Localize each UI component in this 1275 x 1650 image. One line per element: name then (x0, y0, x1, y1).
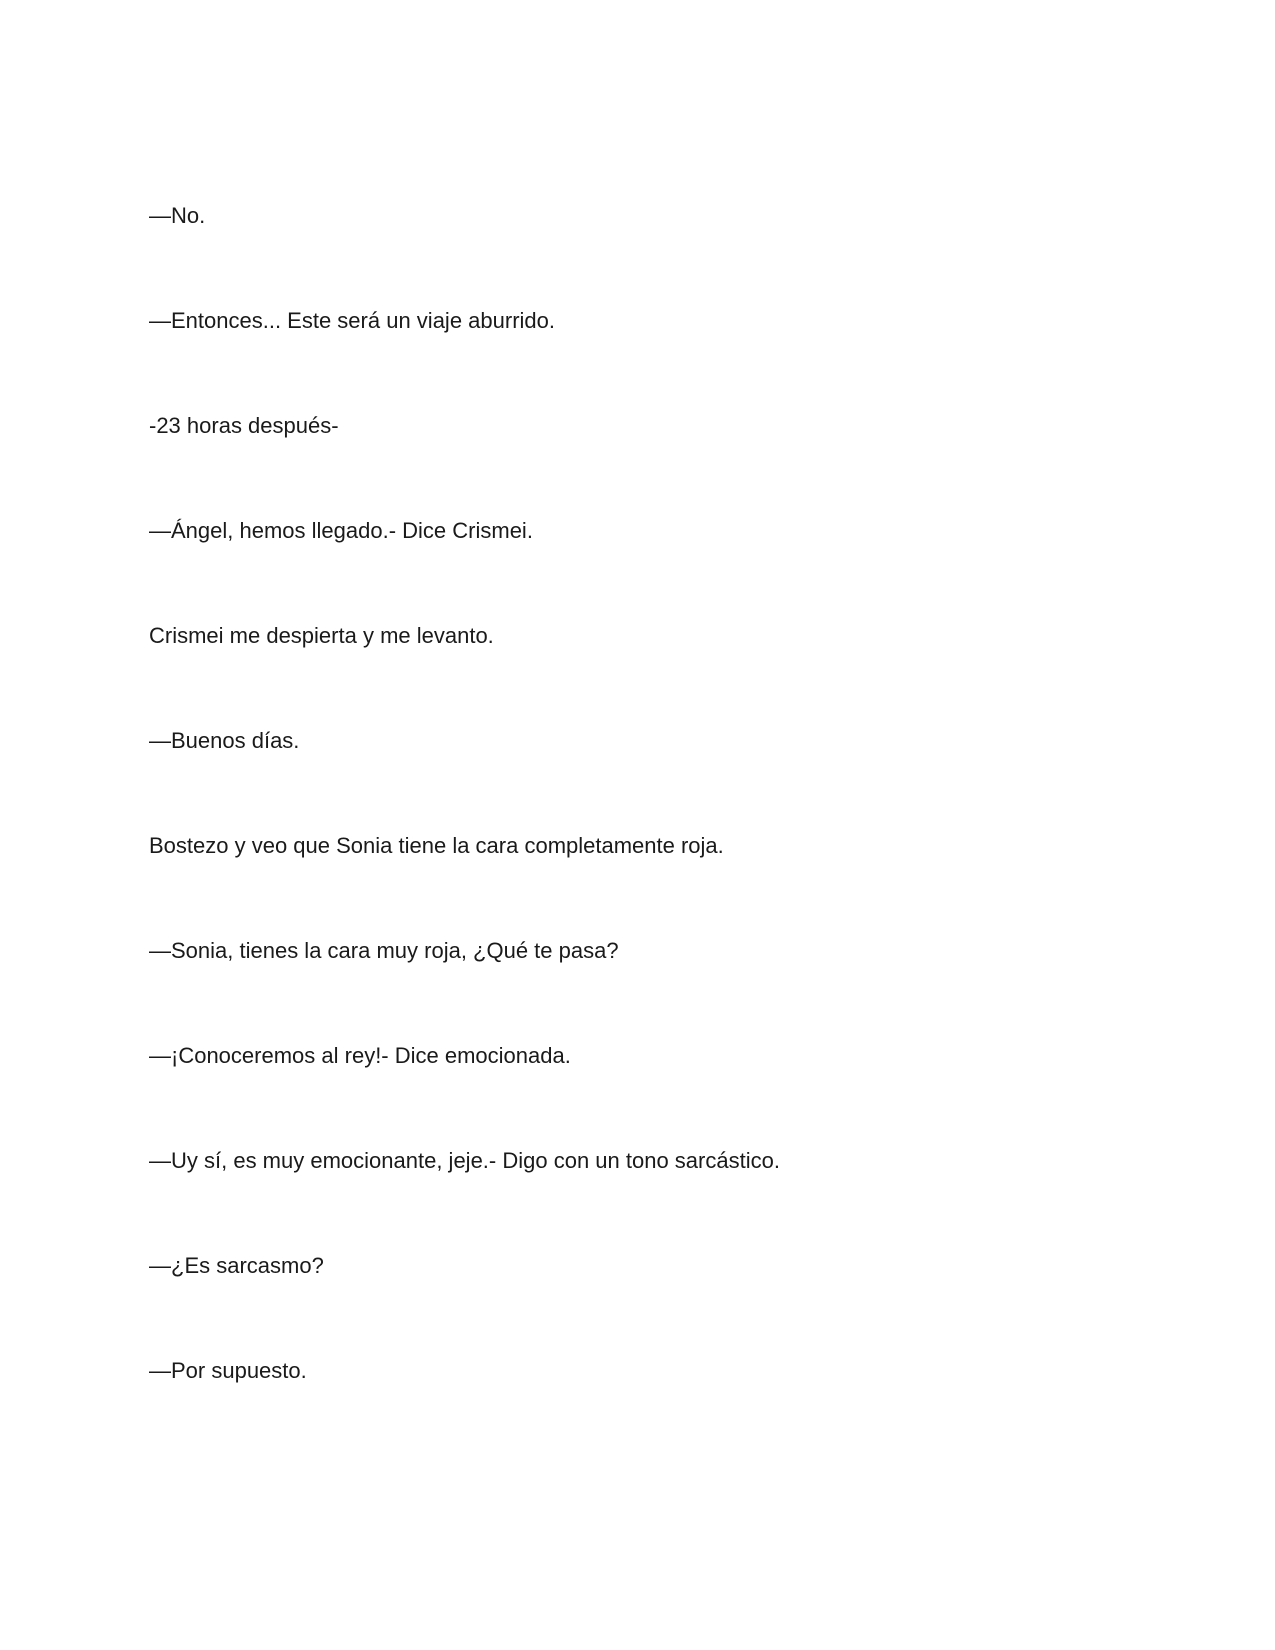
text-line: —Uy sí, es muy emocionante, jeje.- Digo con un tono sarcástico. (149, 1148, 780, 1173)
text-line: —¡Conoceremos al rey!- Dice emocionada. (149, 1043, 571, 1068)
text-line: —¿Es sarcasmo? (149, 1253, 324, 1278)
text-line: —Ángel, hemos llegado.- Dice Crismei. (149, 518, 533, 543)
text-line: —Entonces... Este será un viaje aburrido. (149, 308, 555, 333)
text-line: —Sonia, tienes la cara muy roja, ¿Qué te pasa? (149, 938, 619, 963)
text-line: Bostezo y veo que Sonia tiene la cara completamente roja. (149, 833, 724, 858)
text-line: —Por supuesto. (149, 1358, 307, 1383)
text-line: -23 horas después- (149, 413, 339, 438)
text-line: —No. (149, 203, 206, 228)
text-line: Crismei me despierta y me levanto. (149, 623, 494, 648)
text-line: —Buenos días. (149, 728, 300, 753)
